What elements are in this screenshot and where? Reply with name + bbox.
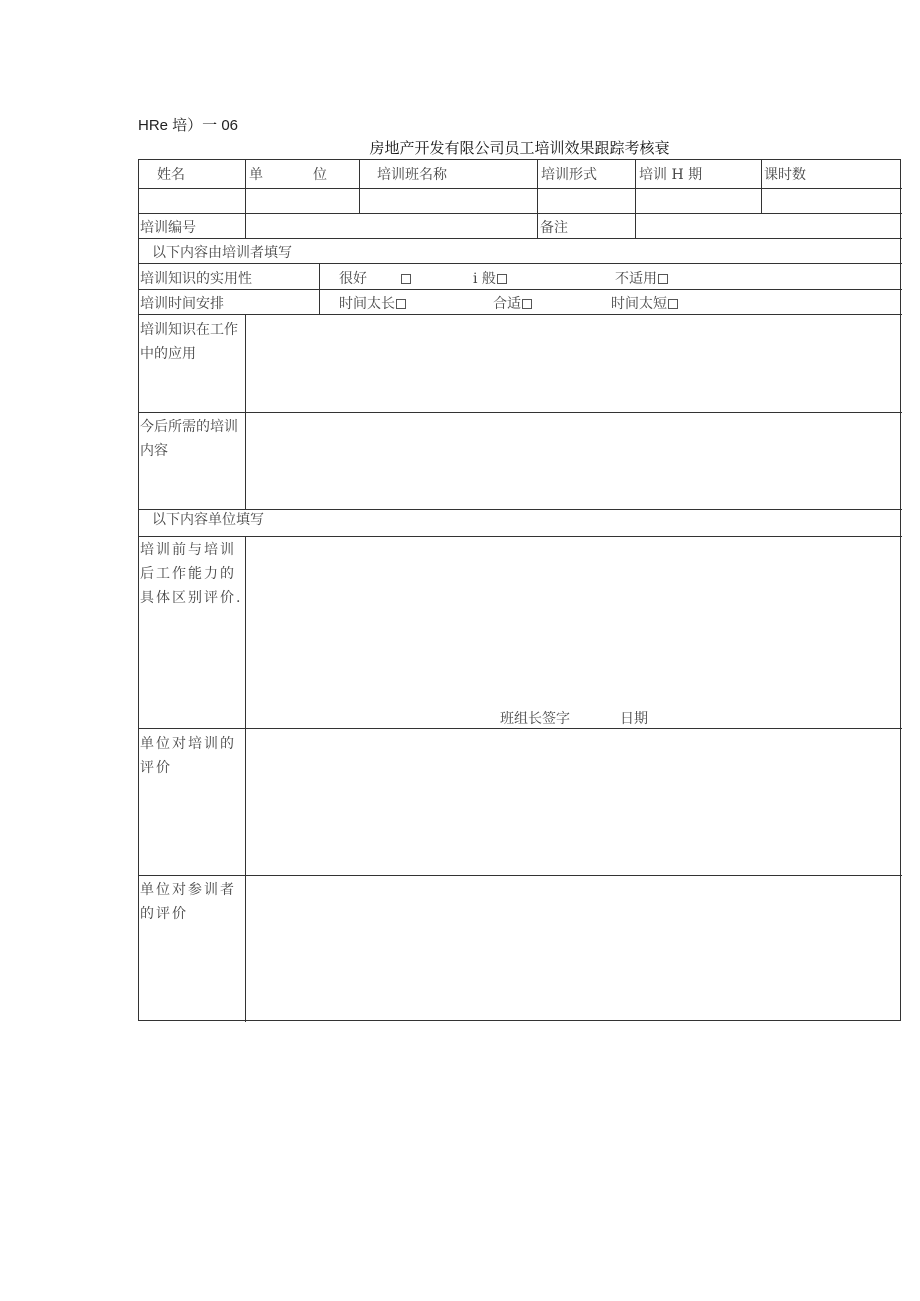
class-name-field[interactable] <box>360 189 537 213</box>
form-code: HRe 培）一 06 <box>138 117 239 134</box>
practicality-unsuitable-text: 不适用 <box>615 271 657 287</box>
future-content-field[interactable] <box>246 413 900 509</box>
compare-label: 培训前与培训后工作能力的具体区别评价. <box>140 542 243 606</box>
remark-label: 备注 <box>540 220 568 236</box>
practicality-good-text: 很好 <box>339 271 367 287</box>
schedule-option-long <box>339 296 406 312</box>
unit-eval-trainee-label: 单位对参训者的评价 <box>140 882 236 922</box>
practicality-unsuitable-checkbox[interactable] <box>658 274 668 284</box>
training-number-label: 培训编号 <box>140 220 196 236</box>
signature-date-label: 日期 <box>620 711 648 727</box>
section-unit-heading: 以下内容单位填写 <box>152 512 264 528</box>
future-content-label: 今后所需的培训内容 <box>140 419 238 459</box>
unit-field[interactable] <box>246 189 359 213</box>
schedule-short-checkbox[interactable] <box>668 299 678 309</box>
team-leader-signature-label: 班组长签字 <box>500 711 570 727</box>
practicality-label: 培训知识的实用性 <box>140 271 252 287</box>
unit-eval-trainee-field[interactable] <box>246 876 900 1020</box>
header-training-form: 培训形式 <box>541 167 597 183</box>
section-trainee-heading: 以下内容由培训者填写 <box>152 245 292 261</box>
compare-field[interactable] <box>246 537 900 728</box>
unit-eval-training-label: 单位对培训的评价 <box>140 736 236 776</box>
practicality-option-good <box>339 271 411 287</box>
form-title: 房地产开发有限公司员工培训效果跟踪考核衰 <box>369 139 670 157</box>
schedule-ok-checkbox[interactable] <box>522 299 532 309</box>
practicality-fair-text: i 般 <box>473 271 496 287</box>
hours-field[interactable] <box>762 189 900 213</box>
schedule-option-short <box>611 296 678 312</box>
header-hours: 课时数 <box>764 167 806 183</box>
practicality-fair-checkbox[interactable] <box>497 274 507 284</box>
schedule-long-checkbox[interactable] <box>396 299 406 309</box>
schedule-ok-text: 合适 <box>493 296 521 312</box>
header-unit-2: 位 <box>313 167 327 183</box>
evaluation-form-table <box>138 159 901 1021</box>
application-label: 培训知识在工作中的应用 <box>140 322 238 362</box>
practicality-good-checkbox[interactable] <box>401 274 411 284</box>
schedule-option-ok <box>493 296 532 312</box>
header-unit: 单 <box>249 167 263 183</box>
header-name: 姓名 <box>157 167 185 183</box>
schedule-label: 培训时间安排 <box>140 296 224 312</box>
training-form-field[interactable] <box>538 189 635 213</box>
schedule-short-text: 时间太短 <box>611 296 667 312</box>
header-class-name: 培训班名称 <box>377 167 447 183</box>
practicality-option-unsuitable <box>615 271 668 287</box>
training-date-field[interactable] <box>636 189 761 213</box>
unit-eval-training-field[interactable] <box>246 729 900 875</box>
practicality-option-fair <box>473 271 507 287</box>
name-field[interactable] <box>139 189 245 213</box>
remark-field[interactable] <box>636 214 900 238</box>
schedule-long-text: 时间太长 <box>339 296 395 312</box>
application-field[interactable] <box>246 315 900 412</box>
training-number-field[interactable] <box>246 214 537 238</box>
header-training-date: 培训 H 期 <box>639 167 703 183</box>
